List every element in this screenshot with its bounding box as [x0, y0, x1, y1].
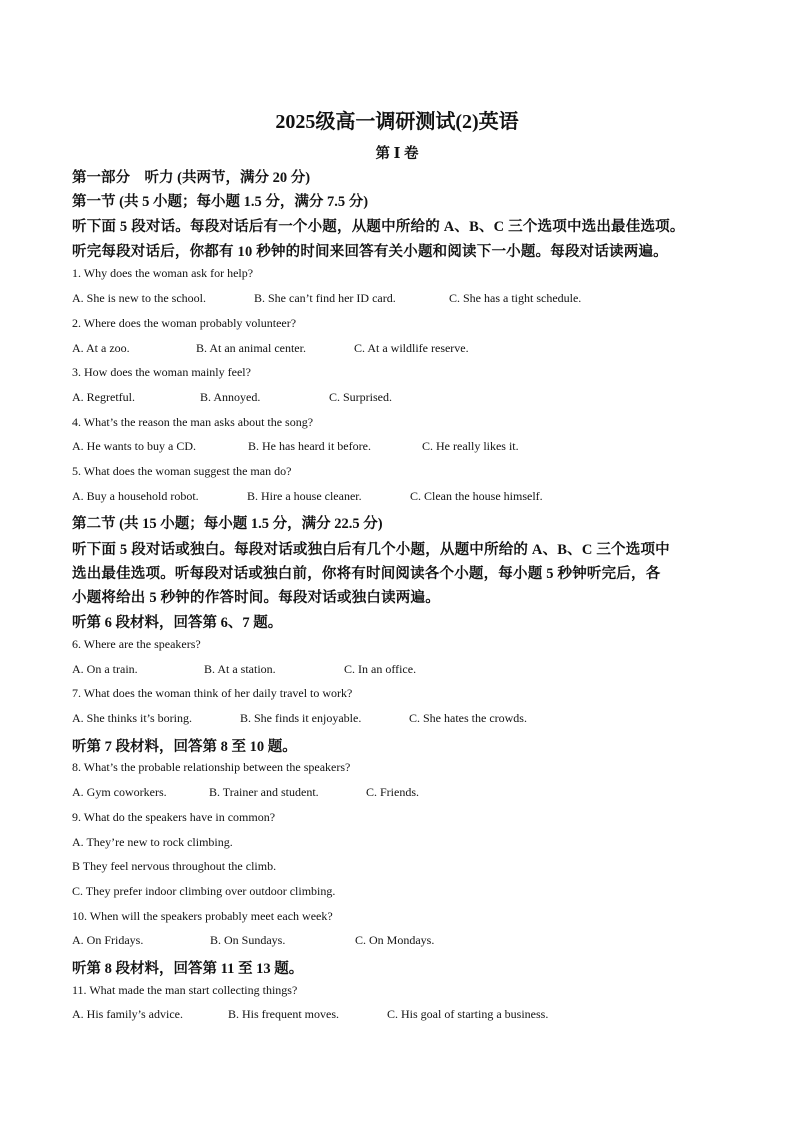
question-9-option-b: B They feel nervous throughout the climb.	[72, 859, 277, 873]
section2-heading: 第二节 (共 15 小题；每小题 1.5 分，满分 22.5 分)	[72, 516, 383, 532]
question-5-options	[72, 489, 772, 505]
material-8-heading: 听第 8 段材料，回答第 11 至 13 题。	[72, 961, 304, 977]
option-a: A. She thinks it’s boring.	[72, 711, 193, 725]
material-7-heading: 听第 7 段材料，回答第 8 至 10 题。	[72, 739, 297, 755]
section1-instruction-line: 听完每段对话后，你都有 10 秒钟的时间来回答有关小题和阅读下一小题。每段对话读两遍。	[72, 244, 668, 260]
option-a: A. He wants to buy a CD.	[72, 439, 196, 453]
volume-label: 第 Ⅰ 卷	[375, 146, 419, 162]
option-a: A. At a zoo.	[72, 341, 130, 355]
option-a: A. His family’s advice.	[72, 1007, 183, 1021]
question-2-options	[72, 341, 772, 357]
option-b: B. He has heard it before.	[248, 439, 371, 453]
option-c: C. In an office.	[344, 662, 417, 676]
question-11: 11. What made the man start collecting things?	[72, 983, 298, 997]
question-7-options	[72, 711, 772, 727]
option-c: C. On Mondays.	[355, 933, 435, 947]
question-9-option-c: C. They prefer indoor climbing over outdoor climbing.	[72, 884, 336, 898]
option-a: A. She is new to the school.	[72, 291, 206, 305]
option-c: C. Clean the house himself.	[410, 489, 543, 503]
question-9-option-a: A. They’re new to rock climbing.	[72, 835, 233, 849]
question-6-options	[72, 662, 772, 678]
question-6: 6. Where are the speakers?	[72, 637, 201, 651]
question-1-options	[72, 291, 772, 307]
question-4: 4. What’s the reason the man asks about the song?	[72, 415, 314, 429]
option-c: C. At a wildlife reserve.	[354, 341, 469, 355]
option-c: C. Surprised.	[329, 390, 392, 404]
option-b: B. On Sundays.	[210, 933, 286, 947]
option-a: A. Buy a household robot.	[72, 489, 199, 503]
option-c: C. Friends.	[366, 785, 420, 799]
question-7: 7. What does the woman think of her daily travel to work?	[72, 686, 353, 700]
question-10-options	[72, 933, 772, 949]
option-b: B. Trainer and student.	[209, 785, 319, 799]
section2-instruction-line: 选出最佳选项。听每段对话或独白前，你将有时间阅读各个小题，每小题 5 秒钟听完后，各	[72, 566, 661, 582]
question-10: 10. When will the speakers probably meet each week?	[72, 909, 333, 923]
option-b: B. She finds it enjoyable.	[240, 711, 362, 725]
option-c: C. She has a tight schedule.	[449, 291, 582, 305]
question-1: 1. Why does the woman ask for help?	[72, 266, 254, 280]
option-b: B. At a station.	[204, 662, 276, 676]
option-b: B. Hire a house cleaner.	[247, 489, 362, 503]
section1-heading: 第一节 (共 5 小题；每小题 1.5 分，满分 7.5 分)	[72, 194, 369, 210]
question-3: 3. How does the woman mainly feel?	[72, 365, 251, 379]
exam-title: 2025级高一调研测试(2)英语	[275, 111, 519, 133]
option-a: A. On Fridays.	[72, 933, 144, 947]
option-a: A. Gym coworkers.	[72, 785, 167, 799]
question-4-options	[72, 439, 772, 455]
option-b: B. She can’t find her ID card.	[254, 291, 396, 305]
question-5: 5. What does the woman suggest the man do?	[72, 464, 292, 478]
material-6-heading: 听第 6 段材料，回答第 6、7 题。	[72, 615, 283, 631]
option-a: A. Regretful.	[72, 390, 135, 404]
section2-instruction-line: 听下面 5 段对话或独白。每段对话或独白后有几个小题，从题中所给的 A、B、C 三个选项中	[72, 542, 670, 558]
section2-instruction-line: 小题将给出 5 秒钟的作答时间。每段对话或独白读两遍。	[72, 590, 440, 606]
question-3-options	[72, 390, 772, 406]
option-c: C. She hates the crowds.	[409, 711, 527, 725]
question-2: 2. Where does the woman probably volunteer?	[72, 316, 297, 330]
section1-instruction-line: 听下面 5 段对话。每段对话后有一个小题，从题中所给的 A、B、C 三个选项中选出最佳选项。	[72, 219, 685, 235]
option-b: B. At an animal center.	[196, 341, 306, 355]
part1-heading: 第一部分 听力 (共两节，满分 20 分)	[72, 170, 311, 186]
option-c: C. He really likes it.	[422, 439, 519, 453]
question-9: 9. What do the speakers have in common?	[72, 810, 276, 824]
question-11-options	[72, 1007, 772, 1023]
option-c: C. His goal of starting a business.	[387, 1007, 549, 1021]
option-a: A. On a train.	[72, 662, 138, 676]
option-b: B. Annoyed.	[200, 390, 261, 404]
question-8: 8. What’s the probable relationship between the speakers?	[72, 760, 351, 774]
option-b: B. His frequent moves.	[228, 1007, 339, 1021]
question-8-options	[72, 785, 772, 801]
